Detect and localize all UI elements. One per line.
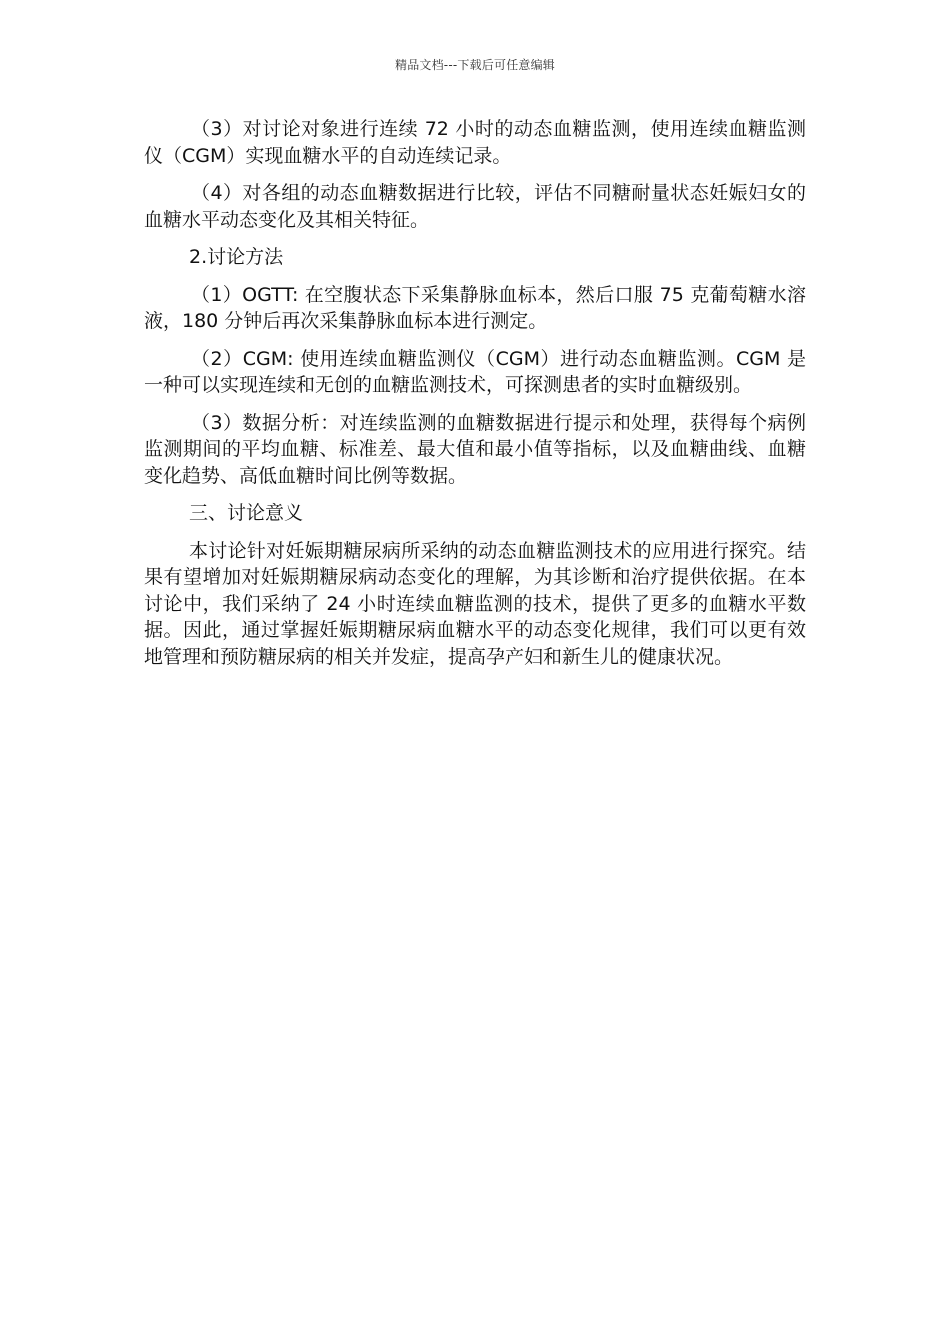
section-heading-methods: 2.讨论方法 — [189, 246, 284, 268]
section-heading-significance: 三、讨论意义 — [189, 502, 304, 524]
paragraph-method-cgm: （2）CGM: 使用连续血糖监测仪（CGM）进行动态血糖监测。CGM 是一种可以实现连续和无创的血糖监测技术，可探测患者的实时血糖级别。 — [144, 347, 806, 396]
paragraph-significance: 本讨论针对妊娠期糖尿病所采纳的动态血糖监测技术的应用进行探究。结果有望增加对妊娠期糖尿病动态变化的理解，为其诊断和治疗提供依据。在本讨论中，我们采纳了 24 小时连续血糖监测的技术，提供了更多的血糖水平数据。因此，通过掌握妊娠期糖尿病血糖水平的动态变化规律，我们可以更有效地管理和预防糖尿病的相关并发症，提高孕产妇和新生儿的健康状况。 — [144, 539, 806, 668]
paragraph-item-3-monitoring: （3）对讨论对象进行连续 72 小时的动态血糖监测，使用连续血糖监测仪（CGM）实现血糖水平的自动连续记录。 — [144, 118, 806, 167]
page-header: 精品文档---下载后可任意编辑 — [395, 58, 555, 72]
paragraph-method-ogtt: （1）OGTT: 在空腹状态下采集静脉血标本，然后口服 75 克葡萄糖水溶液，180 分钟后再次采集静脉血标本进行测定。 — [144, 283, 806, 332]
paragraph-method-analysis: （3）数据分析：对连续监测的血糖数据进行提示和处理，获得每个病例监测期间的平均血糖、标准差、最大值和最小值等指标，以及血糖曲线、血糖变化趋势、高低血糖时间比例等数据。 — [144, 411, 806, 487]
document-body — [144, 116, 806, 681]
paragraph-item-4-comparison: （4）对各组的动态血糖数据进行比较，评估不同糖耐量状态妊娠妇女的血糖水平动态变化及其相关特征。 — [144, 182, 806, 231]
